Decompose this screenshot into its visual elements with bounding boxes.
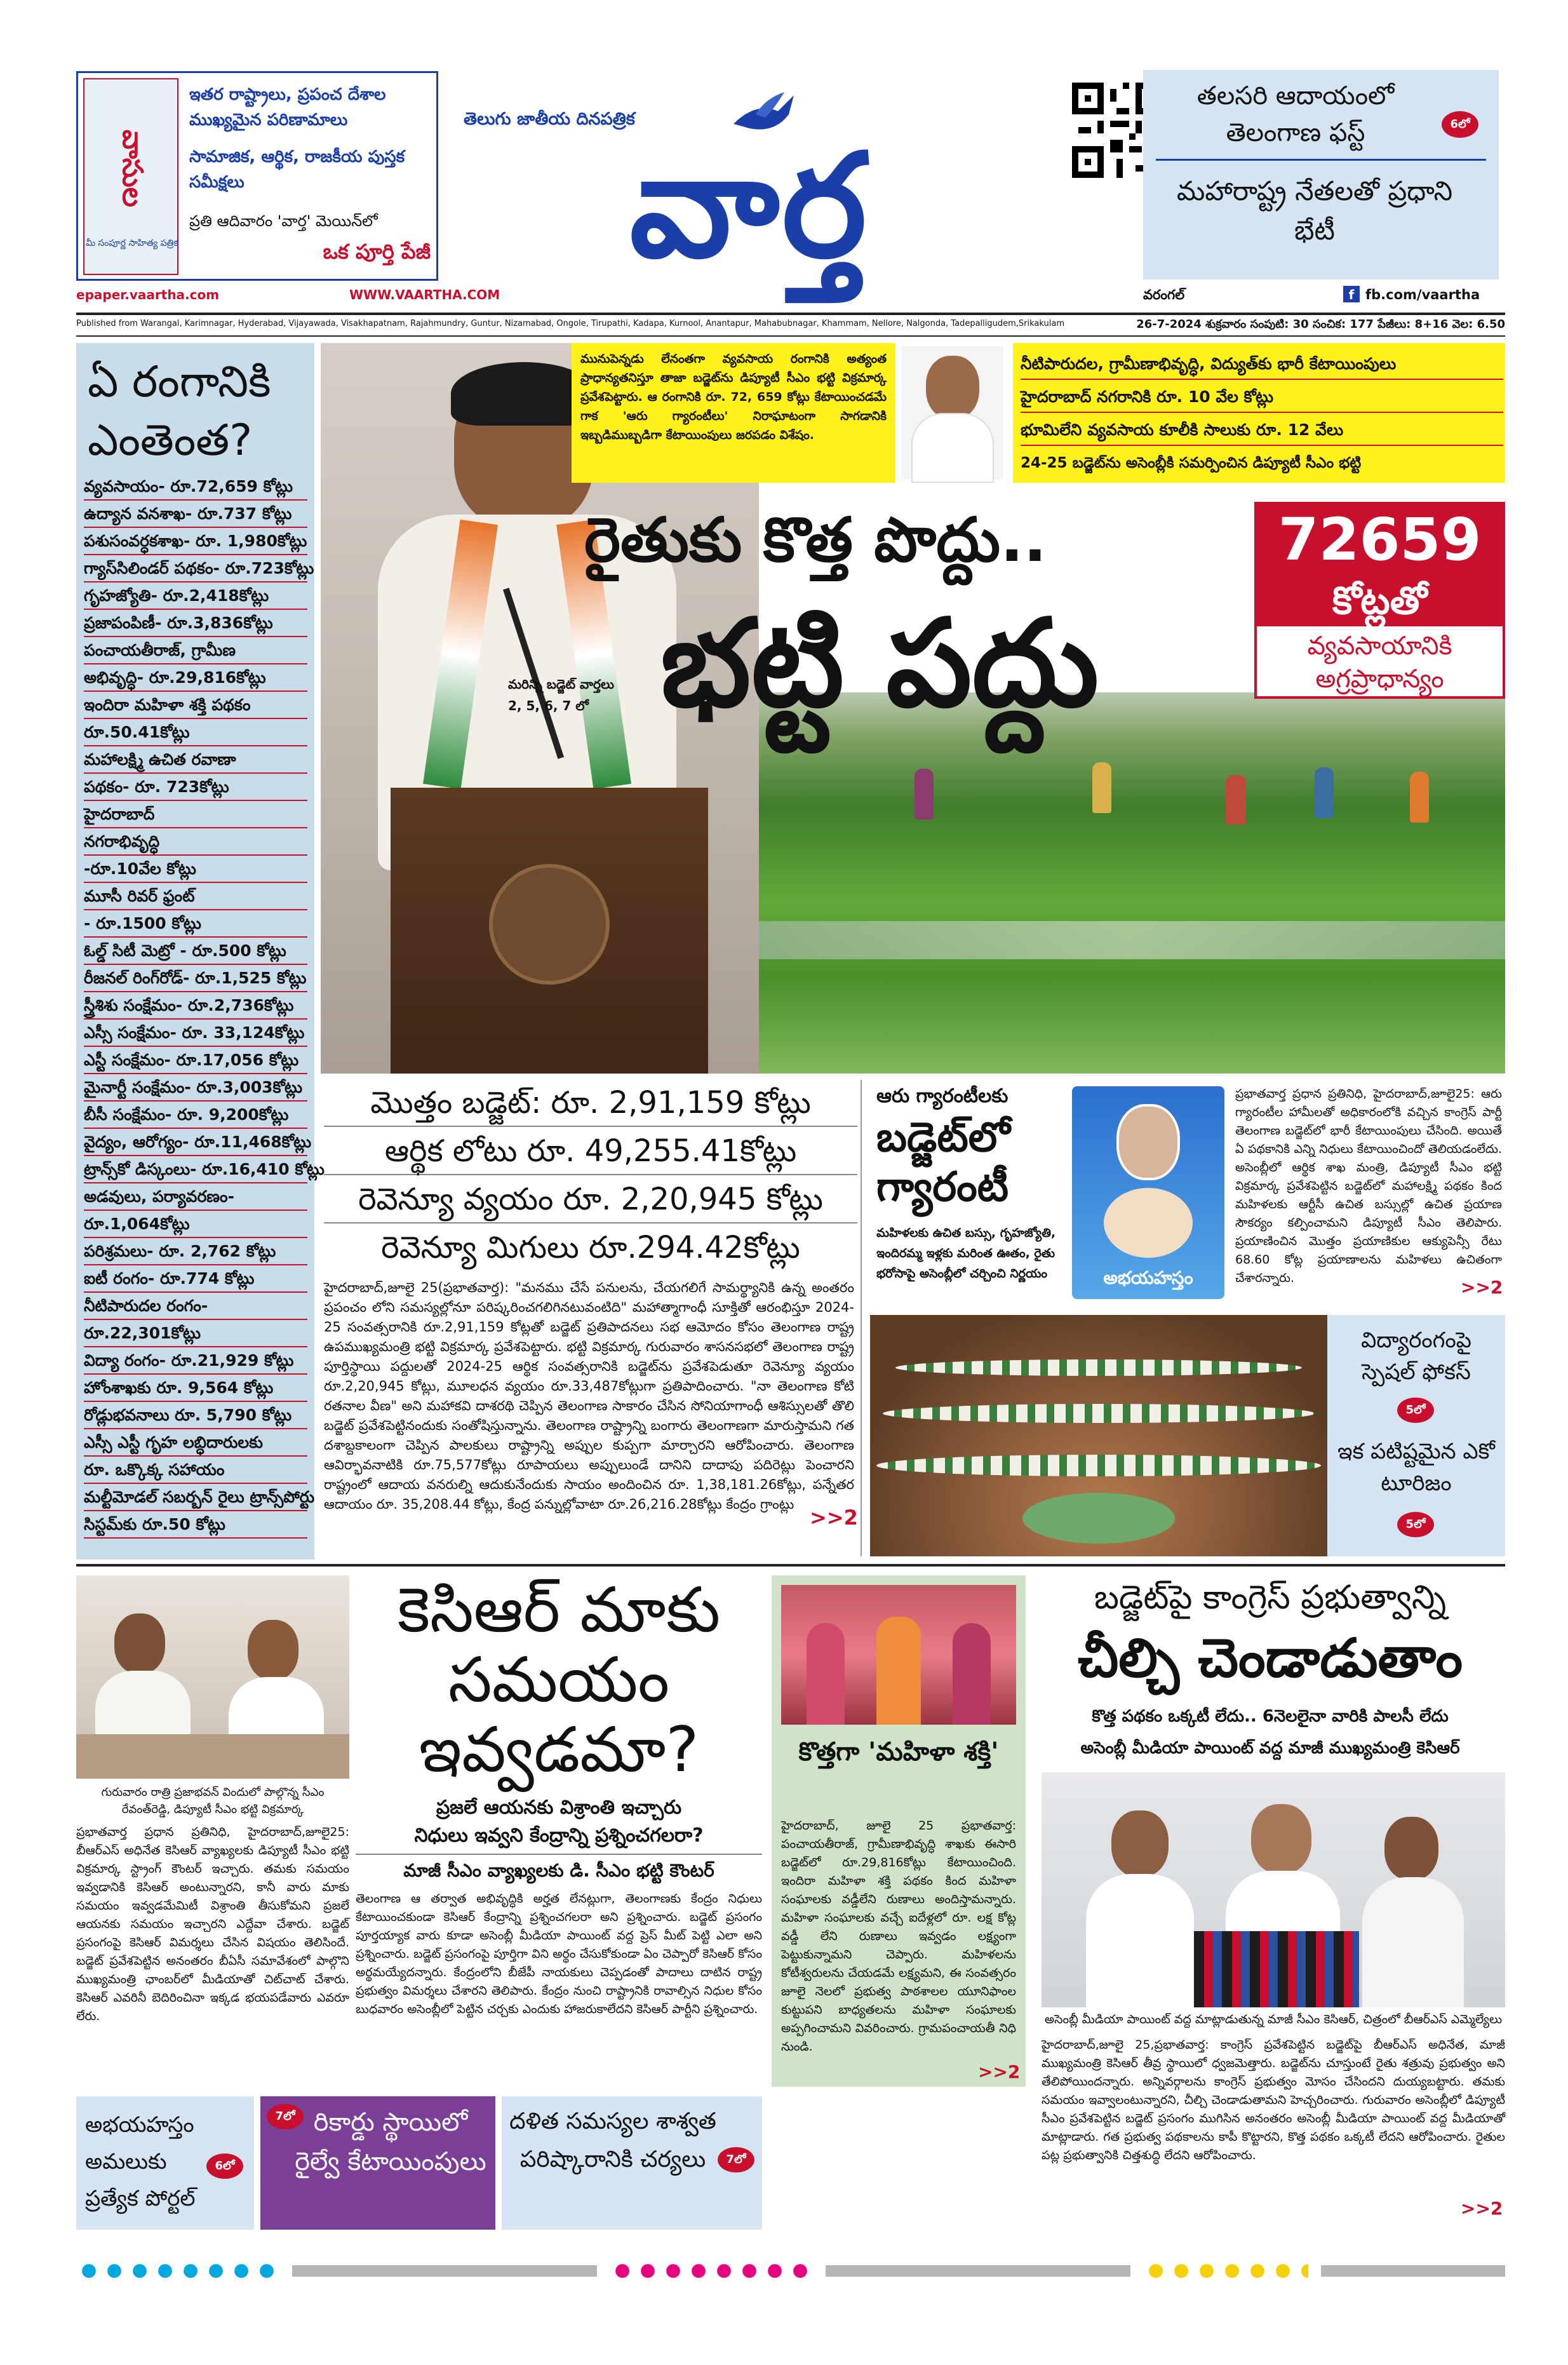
sidebar-item: మైనార్టీ సంక్షేమం- రూ.3,003కోట్లు [84, 1074, 307, 1102]
paddy-field-photo [749, 692, 1505, 1074]
sidebar-item: పరిశ్రమలు- రూ. 2,762 కోట్లు [84, 1238, 307, 1265]
person-head [248, 1620, 298, 1680]
podium-emblem [489, 864, 610, 985]
person-head [1384, 1817, 1438, 1880]
facebook-icon[interactable]: f [1343, 286, 1360, 302]
cm-head [926, 356, 979, 419]
cmyk-dots [610, 2264, 813, 2278]
sidebar-item: మహాలక్ష్మి ఉచిత రవాణా [84, 746, 307, 774]
grey-bar [826, 2265, 1130, 2277]
stat-revenue-surplus: రెవెన్యూ మిగులు రూ.294.42కోట్లు [381, 1230, 800, 1265]
sidebar [76, 343, 325, 1560]
lead-headline-2: భట్టి పద్దు [660, 593, 1099, 734]
right-teaser-1[interactable]: తలసరి ఆదాయంలో తెలంగాణ ఫస్ట్ [1196, 81, 1395, 147]
assembly-photo [870, 1315, 1327, 1556]
woman-figure [807, 1623, 845, 1725]
farmer-figure [1410, 772, 1429, 823]
sidebar-item: వైద్యం, ఆరోగ్యం- రూ.11,468కోట్లు [84, 1129, 307, 1156]
mahila-story [772, 1575, 1026, 2087]
sidebar-item: రూ.22,301కోట్లు [84, 1320, 307, 1347]
kcr-time-body-left: ప్రభాతవార్త ప్రధాన ప్రతినిధి, హైదరాబాద్,జూలై25: బీఆర్ఎస్ అధినేత కెసిఆర్ వ్యాఖ్యలకు డిప్యూటీ సీఎం భట్టి విక్రమార్క స్ట్రాంగ్ కౌంటర్ ఇచ్చారు. తమకు సమయం ఇవ్వడానికి కెసిఆర్ అంటున్నారని, కానీ వారు మాకు సమయం ఇవ్వడమేమిటీ విశ్రాంతి తీసుకోమని ప్రజలే ఆయనకు సమయం ఇచ్చారని ఎద్దేవా చేశారు. బడ్జెట్ ప్రసంగంపై కెసిఆర్ విమర్శలు చేసిన విషయం తెలిసిందే. బడ్జెట్ ప్రవేశపెట్టిన అనంతరం బీఏసీ సమావేశంలో పాల్గొని ముఖ్యమంత్రి ఛాంబర్‌లో మీడియాతో చిట్‌చాట్ చేశారు. కెసిఆర్ ఎవరినీ బెదిరించినా ఇక్కడ భయపడేవారు ఎవరూ లేరు. [76, 1825, 349, 2023]
epaper-url[interactable]: epaper.vaartha.com [76, 287, 220, 302]
sidebar-item: రూ.50.41కోట్లు [84, 719, 307, 746]
teaser-dalit-text: దళిత సమస్యల శాశ్వత పరిష్కారానికి చర్యలు [509, 2108, 716, 2173]
sidebar-item: పశుసంవర్ధకశాఖ- రూ. 1,980కోట్లు [84, 528, 307, 555]
kcr-press-photo [1042, 1772, 1505, 2007]
abhayahastam-text: అభయహస్తం [1103, 1267, 1193, 1288]
farmer-figure [1092, 762, 1111, 813]
kcr-time-sub3: మాజీ సీఎం వ్యాఖ్యలకు డి. సీఎం భట్టి కౌంటర్ [403, 1860, 714, 1881]
kcr-budget-kicker: బడ్జెట్‌పై కాంగ్రెస్ ప్రభుత్వాన్ని [1094, 1579, 1447, 1617]
lead-headline-1: రైతుకు కొత్త పొద్దు.. [584, 504, 1047, 576]
sidebar-item: - రూ.1500 కోట్లు [84, 910, 307, 938]
kcr-budget-continued[interactable]: >>2 [1461, 2198, 1503, 2219]
guarantee-kicker: ఆరు గ్యారంటీలకు [876, 1085, 1008, 1107]
sidebar-item: ఐటీ రంగం- రూ.774 కోట్లు [84, 1265, 307, 1293]
stat-revenue-expenditure: రెవెన్యూ వ్యయం రూ. 2,20,945 కోట్లు [324, 1176, 857, 1223]
sidebar-item: బీసీ సంక్షేమం- రూ. 9,200కోట్లు [84, 1102, 307, 1129]
person-body [1086, 1874, 1194, 2007]
kcr-time-body-right: తెలంగాణ ఆ తర్వాత అభివృద్ధికి అర్హత లేనట్లుగా, తెలంగాణకు కేంద్రం నిధులు కేటాయించకుండా కెసిఆర్ కేంద్రాన్ని ప్రశ్నించగలరా అని ప్రశ్నించారు. బడ్జెట్ ప్రసంగం పూర్తయ్యాక వారు కూడా అసెంబ్లీ మీడియా పాయింట్ వద్ద ప్రెస్ మీట్ పెట్టి ఎలా అని ప్రశ్నించారు. బడ్జెట్ ప్రసంగంపై పూర్తిగా విని అర్థం చేసుకోకుండా ఏం చెప్పారో కెసిఆర్ కోసం అర్థమయ్యేదన్నారు. కేంద్రంలోని బీజేపీ నాయకులు చెప్పడంతో పాదాలు దాటిన రాష్ట్ర ప్రభుత్వం విమర్శలు చేశారని తెలిపారు. కేంద్రం నుంచి రాష్ట్రానికి రావాల్సిన నిధుల కోసం బుధవారం అసెంబ్లీలో పెట్టిన చర్చకు ఎందుకు హాజరుకాలేదని కెసిఆర్ పార్టీని ప్రశ్నించారు. [356, 1892, 762, 2016]
lead-points-box [1013, 343, 1505, 483]
sidebar-item: ఎస్టీ సంక్షేమం- రూ.17,056 కోట్లు [84, 1047, 307, 1074]
sidebar-item: పథకం- రూ. 723కోట్లు [84, 774, 307, 801]
sidebar-item: హోంశాఖకు రూ. 9,564 కోట్లు [84, 1375, 307, 1402]
right-teaser-2[interactable]: మహారాష్ట్ర నేతలతో ప్రధాని భేటీ [1176, 175, 1453, 246]
masthead-tagline: తెలుగు జాతీయ దినపత్రిక [464, 109, 635, 129]
lead-intro-box [572, 343, 895, 483]
vasula-tagline: మీ సంపూర్ణ సాహిత్య పత్రిక [86, 238, 178, 248]
guarantee-sub: మహిళలకు ఉచిత బస్సు, గృహజ్యోతి, ఇందిరమ్మ ఇళ్లకు మరింత ఊతం, రైతు భరోసాపై అసెంబ్లీలో చర్చించి నిర్ణయం [876, 1226, 1056, 1281]
mahila-headline: కొత్తగా 'మహిళా శక్తి' [798, 1737, 999, 1767]
guarantee-continued[interactable]: >>2 [1461, 1277, 1503, 1298]
teaser-dalit-page: 7లో [718, 2147, 754, 2173]
kcr-time-headline: కెసిఆర్ మాకు సమయం ఇవ్వడమా? [397, 1574, 721, 1786]
leader-portrait [1116, 1104, 1180, 1180]
table [76, 1734, 349, 1779]
sidebar-item: అభివృద్ధి- రూ.29,816కోట్లు [84, 664, 307, 692]
kcr-time-rule [356, 1854, 762, 1855]
guarantee-headline: బడ్జెట్‌లో గ్యారంటీ [876, 1114, 1010, 1211]
sidebar-item: గ్యాస్‌సిలిండర్ పథకం- రూ.723కోట్లు [84, 555, 307, 583]
dateline: 26-7-2024 శుక్రవారం సంపుటి: 30 సంచిక: 177 పేజీలు: 8+16 వెల: 6.50 [1136, 318, 1505, 331]
sidebar-item: విద్యా రంగం- రూ.21,929 కోట్లు [84, 1347, 307, 1375]
teaser-railway-text: రికార్డు స్థాయిలో రైల్వే కేటాయింపులు [295, 2108, 486, 2176]
sidebar-item: ఉద్యాన వనశాఖ- రూ.737 కోట్లు [84, 501, 307, 528]
lead-continued[interactable]: >>2 [810, 1506, 858, 1530]
agri-box-unit: కోట్లతో [1257, 576, 1503, 626]
agri-allocation-box [1254, 502, 1505, 699]
published-from: Published from Warangal, Karimnagar, Hyderabad, Vijayawada, Visakhapatnam, Rajahmundry, Guntur, Nizamabad, Ongole, Tirupathi, Kadapa, Kurnool, Anantapur, Mahabubnagar, Khammam, Nellore, Nalgonda, Tadepalligudem,Srikakulam [76, 319, 1065, 328]
farmer-figure [915, 769, 934, 819]
teaser-eco-tourism-page: 5లో [1397, 1512, 1434, 1537]
kcr-budget-headline: చీల్చి చెండాడుతాం [1077, 1627, 1463, 1689]
farmer-figure [1315, 767, 1334, 818]
stat-fiscal-deficit: ఆర్థిక లోటు రూ. 49,255.41కోట్లు [324, 1128, 857, 1175]
sidebar-item: నగరాభివృద్ధి [84, 828, 307, 856]
vasula-brand-block [83, 78, 178, 275]
kcr-budget-body: హైదరాబాద్,జూలై 25,ప్రభాతవార్త: కాంగ్రెస్ ప్రవేశపెట్టిన బడ్జెట్‌పై బీఆర్ఎస్ అధినేత, మాజీ ముఖ్యమంత్రి కెసిఆర్ తీవ్ర స్థాయిలో ధ్వజమెత్తారు. బడ్జెట్‌ను చూస్తుంటే రైతు శత్రువు ప్రభుత్వం అని తేలిపోయిందన్నారు. అన్నివర్గాలను కాంగ్రెస్ ప్రభుత్వం మోసం చేసిందని దుయ్యబట్టారు. తమకు సమయం ఇవ్వాలంటున్నారని, చీల్చి చెండాడుతామని హెచ్చరించారు. గురువారం అసెంబ్లీలో డిప్యూటీ సీఎం ప్రవేశపెట్టిన బడ్జెట్ ప్రసంగం ముగిసిన అనంతరం అసెంబ్లీ మీడియా పాయింట్ వద్ద మీడియాతో మాట్లాడారు. గత ప్రభుత్వ పథకాలను కాపీ కొట్టారని, కొత్త పథకం ఒక్కటీ లేదని ఆరోపించారు. రైతుల పట్ల ప్రభుత్వానికి చిత్తశుద్ధి లేదని ఆరోపించారు. [1042, 2038, 1505, 2162]
right-teaser-box [1143, 70, 1499, 280]
teaser-abhayahastam-text: అభయహస్తం అమలుకు ప్రత్యేక పోర్టల్ [85, 2112, 196, 2211]
more-budget-note: మరిన్ని బడ్జెట్ వార్తలు 2, 5, 6, 7 లో [508, 677, 614, 713]
kcr-press-photo-caption: అసెంబ్లీ మీడియా పాయింట్ వద్ద మాట్లాడుతున్న మాజీ సీఎం కెసిఆర్, చిత్రంలో బీఆర్ఎస్ ఎమ్మెల్యేలు [1044, 2012, 1503, 2026]
lead-point-3: భూమిలేని వ్యవసాయ కూలీకి సాలుకు రూ. 12 వేలు [1021, 415, 1503, 446]
sidebar-item: వ్యవసాయం- రూ.72,659 కోట్లు [84, 473, 307, 501]
sidebar-item: ఓల్డ్ సిటీ మెట్రో - రూ.500 కోట్లు [84, 938, 307, 965]
masthead-rule [76, 313, 1505, 315]
teaser-dalit-issues[interactable] [502, 2096, 762, 2230]
cmyk-dots [76, 2264, 279, 2278]
sidebar-item: గృహజ్యోతి- రూ.2,418కోట్లు [84, 583, 307, 610]
field-water-strip [749, 921, 1505, 959]
agri-box-sub1: వ్యవసాయానికి [1307, 631, 1452, 661]
promo-line-1: ఇతర రాష్ట్రాలు, ప్రపంచ దేశాల ముఖ్యమైన పరిణామాలు [189, 85, 386, 130]
woman-figure [953, 1623, 991, 1725]
sidebar-item: మూసీ రివర్ ఫ్రంట్ [84, 883, 307, 910]
sidebar-item: హైదరాబాద్ [84, 801, 307, 828]
sidebar-list [84, 473, 325, 1539]
sidebar-item: సిస్టమ్‌కు రూ.50 కోట్లు [84, 1511, 307, 1539]
sidebar-item: అడవులు, పర్యావరణం- [84, 1183, 307, 1211]
right-teaser-1-page: 6లో [1442, 111, 1478, 138]
stat-total-budget: మొత్తం బడ్జెట్: రూ. 2,91,159 కోట్లు [324, 1080, 857, 1127]
dinner-photo [76, 1575, 349, 1779]
assembly-row [883, 1404, 1315, 1423]
masthead [70, 64, 1499, 311]
sidebar-item: ఎస్సీ సంక్షేమం- రూ. 33,124కోట్లు [84, 1020, 307, 1047]
sidebar-item: రూ.1,064కోట్లు [84, 1211, 307, 1238]
cmyk-dots [1143, 2264, 1308, 2278]
teaser-railway[interactable] [260, 2096, 495, 2230]
vasula-brand: వాసుల [116, 129, 149, 208]
woman-figure [876, 1617, 921, 1725]
sidebar-title: ఏ రంగానికి ఎంతెంత? [88, 357, 271, 466]
edition-name: వరంగల్ [1143, 287, 1185, 302]
lead-body: హైదరాబాద్,జూలై 25(ప్రభాతవార్త): "మనము చేసే పనులను, చేయగలిగే సామర్థ్యానికి ఉన్న అంతరం ప్రపంచం లోని సమస్యల్లోనూ పరిష్కరించగలిగినటువంటిది" మహాత్మాగాంధీ సూక్తితో ఆరంభిస్తూ 2024-25 సంవత్సరానికి రూ.2,91,159 కోట్లతో బడ్జెట్ ప్రతిపాదనలు సభ ఆమోదం కోసం తెలంగాణ రాష్ట్ర ఉపముఖ్యమంత్రి భట్టి విక్రమార్క ప్రవేశపెట్టారు. భట్టి విక్రమార్క గురువారం శాసనసభలో తెలంగాణ రాష్ట్ర పూర్తిస్థాయి పద్దులతో 2024-25 ఆర్థిక సంవత్సరానికి బడ్జెట్‌ను ప్రవేశపెడుతూ రెవెన్యూ వ్యయం రూ.2,20,945 కోట్లు, మూలధన వ్యయం రూ.33,487కోట్లుగా ప్రతిపాదించారు. "నా తెలంగాణ కోటి రతనాల వీణ" అని మహాకవి దాశరథి చెప్పిన తెలంగాణ సాకారం చేసిన సోనియాగాంధీ ఆశిస్సులతో తొలి బడ్జెట్ ప్రవేశపెట్టినందుకు సంతోషిస్తున్నాను. తెలంగాణ రాష్ట్రాన్ని బంగారు తెలంగాణగా మారుస్తామని గత దశాబ్దకాలంగా చెప్పిన పాలకులు రాష్ట్రాన్ని అప్పుల కుప్పగా మార్చారని ఆరోపించారు. తెలంగాణ ఆవిర్భావనాటికి రూ.75,577కోట్లు రూపాయలు అప్పులుండే దానిని దాదాపు పదిరెట్లు పెంచారని రాష్ట్రంలో ఆదాయ వనరుల్ని ఆదుకునేందుకు సాయం అందించిన రూ. 1,38,181.26కోట్లు, పన్నేతర ఆదాయం రూ. 35,208.44 కోట్లు, కేంద్ర పన్నుల్లోవాటా రూ.26,216.28కోట్లు కేంద్రం గ్రాంట్లు [324, 1280, 854, 1512]
farmer-figure [1226, 775, 1246, 825]
sidebar-item: నీటిపారుదల రంగం- [84, 1293, 307, 1320]
kcr-budget-sub1: కొత్త పథకం ఒక్కటీ లేదు.. 6నెలలైనా వారికి పాలసీ లేదు [1092, 1707, 1449, 1726]
lead-intro-text: మునుపెన్నడు లేనంతగా వ్యవసాయ రంగానికి అత్యంత ప్రాధాన్యతనిస్తూ తాజా బడ్జెట్‌ను డిప్యూటీ సీఎం భట్టి విక్రమార్క ప్రవేశపెట్టారు. ఆ రంగానికి రూ. 72, 659 కోట్లు కేటాయించడమే గాక 'ఆరు గ్యారంటీలు' నిరాఘాటంగా సాగడానికి ఇబ్బడిముబ్బడిగా కేటాయింపులు జరపడం విశేషం. [580, 352, 887, 442]
microphones [1194, 1931, 1359, 2007]
section-rule [76, 1564, 1505, 1567]
person-head [114, 1614, 165, 1674]
kcr-time-sub1: ప్రజలే ఆయనకు విశ్రాంతి ఇచ్చారు [436, 1796, 682, 1819]
website-url[interactable]: WWW.VAARTHA.COM [349, 287, 500, 302]
guarantee-story [870, 1080, 1505, 1305]
dinner-photo-caption: గురువారం రాత్రి ప్రజాభవన్ విందులో పాల్గొన్న సీఎం రేవంత్‌రెడ్డి, డిప్యూటీ సీఎం భట్టి విక్రమార్క [101, 1786, 325, 1816]
promo-line-2: సామాజిక, ఆర్థిక, రాజకీయ పుస్తక సమీక్షలు [189, 147, 405, 192]
mahila-body: హైదరాబాద్, జూలై 25 ప్రభాతవార్త: పంచాయతీరాజ్, గ్రామీణాభివృద్ధి శాఖకు ఈసారి బడ్జెట్‌లో రూ.29,816కోట్లు కేటాయించింది. ఇందిరా మహిళా శక్తి పథకం కింద మహిళా సంఘాలకు వడ్డీలేని రుణాలు అందిస్తామన్నారు. మహిళా సంఘాలకు వచ్చే ఐదేళ్లలో రూ. లక్ష కోట్ల వడ్డీ లేని రుణాలు ఇవ్వడం లక్ష్యంగా పెట్టుకున్నామని చెప్పారు. మహిళలను కోటీశ్వరులను చేయడమే లక్ష్యమని, ఈ సంవత్సరం జూలై నెలలో ప్రభుత్వ పాఠశాలల యూనిఫాంల కుట్టుపని బాధ్యతలను మహిళా సంఘాలకు అప్పగించామని వివరించారు. గ్రామపంచాయతీ నిధి నుండి. [781, 1819, 1016, 2054]
assembly-row [876, 1455, 1321, 1476]
lead-point-1: నీటిపారుదల, గ్రామీణాభివృద్ధి, విద్యుత్‌కు భారీ కేటాయింపులు [1021, 349, 1503, 380]
person-body [1362, 1877, 1464, 2007]
grey-bar [292, 2265, 597, 2277]
sidebar-item: రీజనల్ రింగ్‌రోడ్- రూ.1,525 కోట్లు [84, 965, 307, 992]
promo-sunday-note: ప్రతి ఆదివారం 'వార్త' మెయిన్‌లో [189, 212, 378, 230]
teaser-education[interactable]: విద్యారంగంపై స్పెషల్ ఫోకస్ [1361, 1328, 1471, 1385]
masthead-logo: వార్త [629, 123, 869, 290]
column-rule [861, 1080, 862, 1556]
cm-body [911, 413, 994, 483]
abhayahastam-logo [1072, 1086, 1224, 1299]
sidebar-item: ఇందిరా మహిళా శక్తి పథకం [84, 692, 307, 719]
agri-box-number: 72659 [1257, 504, 1503, 576]
grey-bar [1321, 2265, 1505, 2277]
agri-box-sub2: అగ్రప్రాధాన్యం [1315, 664, 1444, 694]
color-registration-strip [76, 2261, 1505, 2281]
abhaya-hand-icon [1104, 1188, 1193, 1258]
guarantee-body: ప్రభాతవార్త ప్రధాన ప్రతినిధి, హైదరాబాద్,జూలై25: ఆరు గ్యారంటీల హామీలతో అధికారంలోకి వచ్చిన కాంగ్రెస్ పార్టీ తెలంగాణ బడ్జెట్‌లో భారీ కేటాయింపులు చేసింది. అయితే ఏ పథకానికి ఎన్ని నిధులు కేటాయించిందో తెలియడంలేదు. అసెంబ్లీలో ఆర్థిక శాఖ మంత్రి, డిప్యూటీ సీఎం భట్టి విక్రమార్క ప్రవేశపెట్టిన బడ్జెట్‌లో మహాలక్ష్మి పథకం కింద మహిళలకు ఆర్టీసీ ఉచిత బస్సుల్లో ఉచిత ప్రయాణ సౌకర్యం కల్పించామని డిప్యూటీ సీఎం తెలిపారు. ప్రయాణించిన మొత్తం ప్రయాణికుల ఆక్యుపెన్సీ రేటు 68.60 కోట్ల ప్రయాణాలను మహిళలు ఉచితంగా చేశారన్నారు. [1235, 1087, 1502, 1285]
budget-stats [324, 1080, 857, 1270]
lead-point-2: హైదరాబాద్ నగరానికి రూ. 10 వేల కోట్లు [1021, 382, 1503, 413]
mahila-continued[interactable]: >>2 [978, 2061, 1021, 2082]
kcr-time-sub2: నిధులు ఇవ్వని కేంద్రాన్ని ప్రశ్నించగలరా? [414, 1824, 704, 1847]
teaser-abhayahastam-portal[interactable] [76, 2096, 254, 2230]
cm-portrait [902, 346, 1003, 480]
kcr-budget-sub2: అసెంబ్లీ మీడియా పాయింట్ వద్ద మాజీ ముఖ్యమంత్రి కెసిఆర్ [1080, 1739, 1460, 1758]
promo-full-page: ఒక పూర్తి పేజీ [323, 239, 431, 264]
person-head [1251, 1804, 1311, 1874]
assembly-floor [1022, 1493, 1175, 1544]
teaser-eco-tourism[interactable]: ఇక పటిష్టమైన ఎకో టూరిజం [1337, 1439, 1495, 1496]
sidebar-item: ప్రజాపంపిణీ- రూ.3,836కోట్లు [84, 610, 307, 637]
sidebar-item: రూ. ఒక్కొక్క సహాయం [84, 1457, 307, 1484]
right-teaser-divider [1156, 159, 1486, 161]
women-protest-photo [781, 1585, 1016, 1725]
assembly-row [895, 1359, 1302, 1376]
teaser-railway-page: 7లో [267, 2104, 304, 2129]
sidebar-item: రోడ్లుభవనాలు రూ. 5,790 కోట్లు [84, 1402, 307, 1429]
teaser-abhayahastam-page: 6లో [206, 2153, 243, 2179]
left-promo-box [76, 71, 438, 281]
sidebar-item: ఎస్సీ ఎస్టీ గృహ లబ్ధిదారులకు [84, 1429, 307, 1457]
sidebar-item: ట్రాన్స్‌కో డిస్కంలు- రూ.16,410 కోట్లు [84, 1156, 307, 1183]
sidebar-item: స్త్రీశిశు సంక్షేమం- రూ.2,736కోట్లు [84, 992, 307, 1020]
lead-point-4: 24-25 బడ్జెట్‌ను అసెంబ్లీకి సమర్పించిన డిప్యూటీ సీఎం భట్టి [1021, 455, 1362, 471]
dateline-rule [76, 335, 1505, 337]
sidebar-item: పంచాయతీరాజ్, గ్రామీణ [84, 637, 307, 664]
sidebar-item: -రూ.10వేల కోట్లు [84, 856, 307, 883]
sidebar-item: మల్టీమోడల్ సబర్బన్ రైలు ట్రాన్స్‌పోర్టు [84, 1484, 307, 1511]
assembly-teasers [1327, 1315, 1505, 1556]
facebook-url[interactable]: fb.com/vaartha [1365, 287, 1480, 302]
teaser-education-page: 5లో [1397, 1398, 1434, 1423]
person-head [1111, 1810, 1169, 1877]
